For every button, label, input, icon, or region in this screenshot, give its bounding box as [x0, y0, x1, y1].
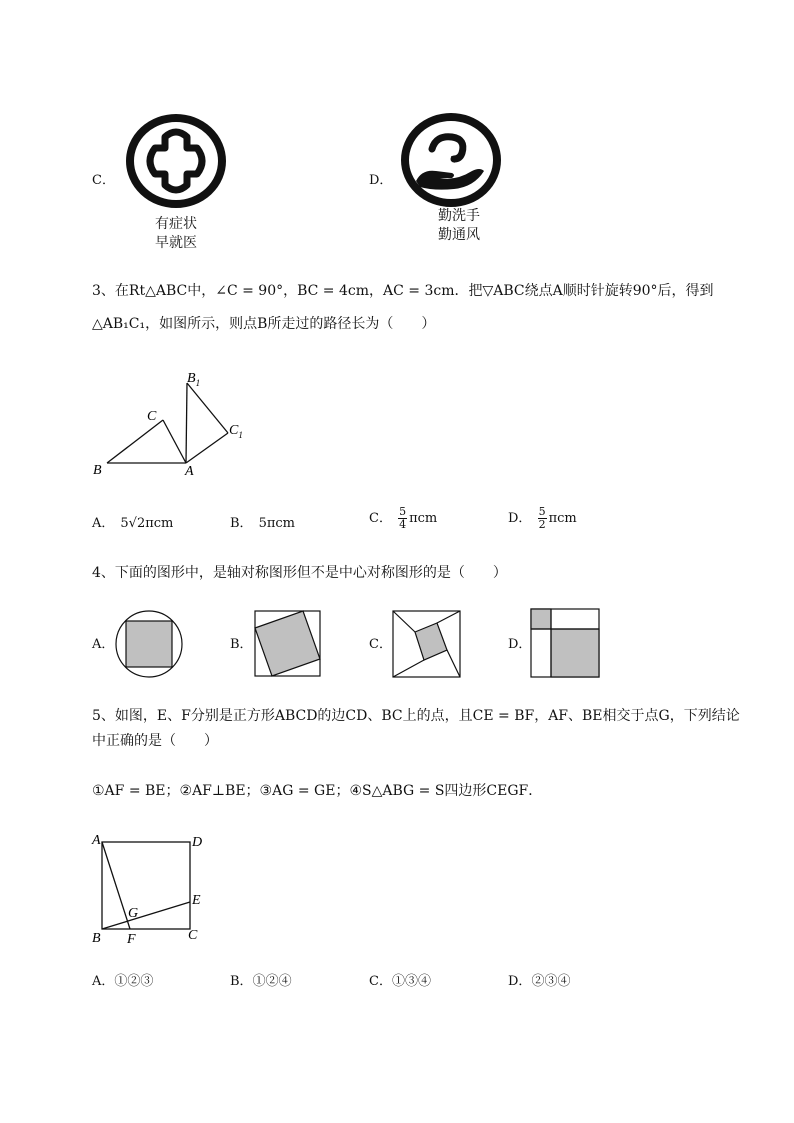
q3-option-b: [230, 514, 295, 534]
q4-figure-d: [530, 608, 600, 678]
caption-line-1: 有症状: [155, 216, 197, 232]
q3-rotation-figure: [85, 362, 255, 482]
q5-conclusions: ①AF = BE；②AF⊥BE；③AG = GE；④S△ABG = S四边形CEGF．: [92, 783, 543, 799]
fraction: [398, 506, 407, 531]
q4-option-c-letter: C．: [369, 637, 392, 652]
label-c: C: [188, 928, 198, 943]
q5-square-figure: [88, 832, 218, 947]
label-b: B: [93, 463, 102, 478]
q3-option-a: [92, 514, 173, 534]
option-letter: D．: [508, 511, 532, 526]
segment-af: [102, 842, 130, 929]
segment-b1c1: [187, 383, 228, 433]
option-letter: C．: [369, 974, 392, 989]
label-a: A: [185, 464, 194, 479]
q2-option-c-caption: [126, 215, 226, 253]
label-b1: $B_1$: [187, 371, 201, 388]
option-value: 5√2πcm: [120, 516, 174, 531]
denominator: 4: [399, 518, 407, 531]
q4-figure-c: [392, 610, 462, 678]
q2-option-d-letter: D．: [369, 173, 393, 188]
caption-line-2: 早就医: [155, 235, 197, 251]
option-value: ①③④: [391, 974, 431, 989]
option-letter: B．: [230, 974, 253, 989]
label-f: F: [127, 932, 136, 947]
option-value: ①②③: [114, 974, 154, 989]
option-tail: πcm: [409, 511, 438, 526]
q3-option-c: [369, 506, 437, 531]
label-c1: $C_1$: [229, 423, 243, 440]
q3-option-d: [508, 506, 577, 531]
q5-option-b: [230, 972, 292, 992]
option-value: ①②④: [252, 974, 292, 989]
option-letter: D．: [508, 974, 532, 989]
option-letter: C．: [369, 511, 392, 526]
option-letter: B．: [230, 516, 253, 531]
label-d: D: [192, 835, 203, 850]
segment-ab1: [186, 383, 187, 463]
label-a: A: [92, 833, 101, 848]
caption-line-2: 勤通风: [438, 227, 480, 243]
q4-option-d-letter: D．: [508, 637, 532, 652]
q2-option-d-caption: [409, 207, 509, 245]
q5-option-c: [369, 972, 431, 992]
option-tail: πcm: [548, 511, 577, 526]
q4-stem: 4、下面的图形中，是轴对称图形但不是中心对称图形的是（ ）: [92, 565, 507, 581]
label-c: C: [147, 409, 157, 424]
hand-washing-icon: [400, 113, 502, 209]
q2-option-c-letter: C．: [92, 173, 115, 188]
q4-option-b-letter: B．: [230, 637, 253, 652]
q5-stem-line-2: 中正确的是（ ）: [92, 733, 218, 749]
caption-line-1: 勤洗手: [438, 208, 480, 224]
q5-option-a: [92, 972, 153, 992]
segment-be: [102, 902, 190, 929]
segment-ca: [163, 420, 186, 463]
segment-c1a: [186, 433, 228, 463]
q3-stem-line-2: △AB₁C₁，如图所示，则点B所走过的路径长为（ ）: [92, 316, 436, 332]
numerator: 5: [399, 505, 407, 518]
q5-stem-line-1: 5、如图，E、F分别是正方形ABCD的边CD、BC上的点，且CE = BF，AF、BE相交于点G，下列结论: [92, 708, 740, 724]
q3-stem-line-1: 3、在Rt△ABC中，∠C = 90°，BC = 4cm，AC = 3cm．把▽ABC绕点A顺时针旋转90°后，得到: [92, 283, 714, 299]
q4-figure-a: [114, 610, 184, 678]
q4-option-a-letter: A．: [92, 637, 115, 652]
label-b: B: [92, 931, 101, 946]
segment-bc: [107, 420, 163, 463]
numerator: 5: [538, 505, 546, 518]
label-e: E: [192, 893, 201, 908]
label-g: G: [128, 906, 139, 921]
q4-figure-b: [254, 610, 322, 678]
option-letter: A．: [92, 974, 115, 989]
option-value: ②③④: [531, 974, 571, 989]
option-value: 5πcm: [258, 516, 295, 531]
q5-option-d: [508, 972, 570, 992]
medical-cross-icon: [125, 113, 227, 209]
denominator: 2: [538, 518, 546, 531]
fraction: [538, 506, 547, 531]
option-letter: A．: [92, 516, 115, 531]
